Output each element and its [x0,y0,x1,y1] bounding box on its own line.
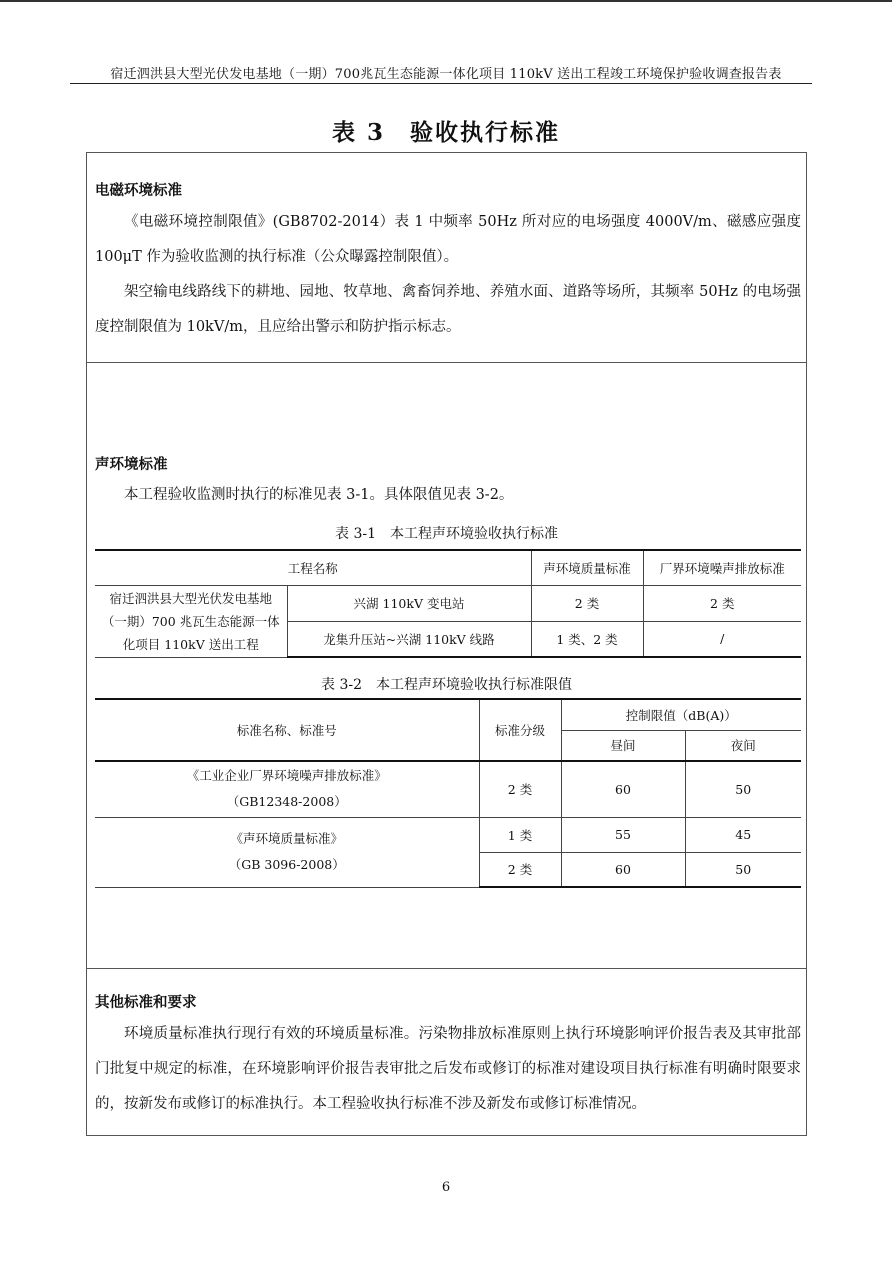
std-night: 50 [685,852,801,887]
std-day: 60 [561,761,685,817]
table-3-1 [95,549,801,658]
em-paragraph-1: 《电磁环境控制限值》(GB8702-2014）表 1 中频率 50Hz 所对应的电场强度 4000V/m、磁感应强度 100μT 作为验收监测的执行标准（公众曝露控制限值）。 [95,214,801,265]
table-row [95,585,801,621]
std-day: 60 [561,852,685,887]
header-std-name: 标准名称、标准号 [95,699,479,761]
header-boundary-std: 厂界环境噪声排放标准 [643,550,801,585]
running-header: 宿迁泗洪县大型光伏发电基地（一期）700兆瓦生态能源一体化项目 110kV 送出工程竣工环境保护验收调查报告表 [110,67,782,82]
std-name: 《声环境质量标准》 [230,831,343,846]
header-night: 夜间 [685,730,801,761]
std-name: 《工业企业厂界环境噪声排放标准》 [186,768,387,784]
table-3-2 [95,698,801,888]
std-night: 45 [685,817,801,852]
std-night: 50 [685,761,801,817]
table-header-row [95,699,801,730]
header-day: 昼间 [561,730,685,761]
em-section-heading: 电磁环境标准 [95,182,182,199]
table-3-2-caption: 表 3-2 本工程声环境验收执行标准限值 [321,677,572,693]
noise-section-heading: 声环境标准 [95,456,168,473]
em-paragraph-2: 架空输电线路线下的耕地、园地、牧草地、禽畜饲养地、养殖水面、道路等场所，其频率 50Hz 的电场强度控制限值为 10kV/m，且应给出警示和防护指示标志。 [95,284,801,335]
header-rule [70,83,812,84]
page-number: 6 [441,1180,451,1195]
table-row [95,761,801,817]
std-name-cell [95,761,479,817]
table-header-row [95,550,801,585]
std-class: 2 类 [479,852,561,887]
table-row [95,817,801,852]
other-paragraph: 环境质量标准执行现行有效的环境质量标准。污染物排放标准原则上执行环境影响评价报告表及其审批部门批复中规定的标准，在环境影响评价报告表审批之后发布或修订的标准对建设项目执行标准有明确时限要求的，按新发布或修订的标准执行。本工程验收执行标准不涉及新发布或修订标准情况。 [95,1026,801,1112]
header-std-class: 标准分级 [479,699,561,761]
std-class: 2 类 [479,761,561,817]
std-class: 1 类 [479,817,561,852]
row-name: 龙集升压站~兴湖 110kV 线路 [287,621,531,657]
section-divider [87,968,806,969]
header-limit: 控制限值（dB(A)） [561,699,801,730]
row-quality: 2 类 [531,585,643,621]
header-project-name: 工程名称 [95,550,531,585]
std-code: （GB12348-2008） [226,794,347,810]
std-code: （GB 3096-2008） [228,857,345,872]
project-cell: 宿迁泗洪县大型光伏发电基地（一期）700 兆瓦生态能源一体化项目 110kV 送出工程 [95,585,287,657]
header-quality-std: 声环境质量标准 [531,550,643,585]
noise-intro: 本工程验收监测时执行的标准见表 3-1。具体限值见表 3-2。 [124,487,514,503]
std-name-cell [95,817,479,887]
section-divider [87,362,806,363]
row-quality: 1 类、2 类 [531,621,643,657]
other-section-heading: 其他标准和要求 [95,994,197,1011]
content-frame [86,152,807,1136]
top-border [0,0,892,2]
row-boundary: 2 类 [643,585,801,621]
page-title: 表 3 验收执行标准 [331,119,560,146]
row-boundary: / [643,621,801,657]
std-day: 55 [561,817,685,852]
row-name: 兴湖 110kV 变电站 [287,585,531,621]
table-3-1-caption: 表 3-1 本工程声环境验收执行标准 [335,526,558,542]
